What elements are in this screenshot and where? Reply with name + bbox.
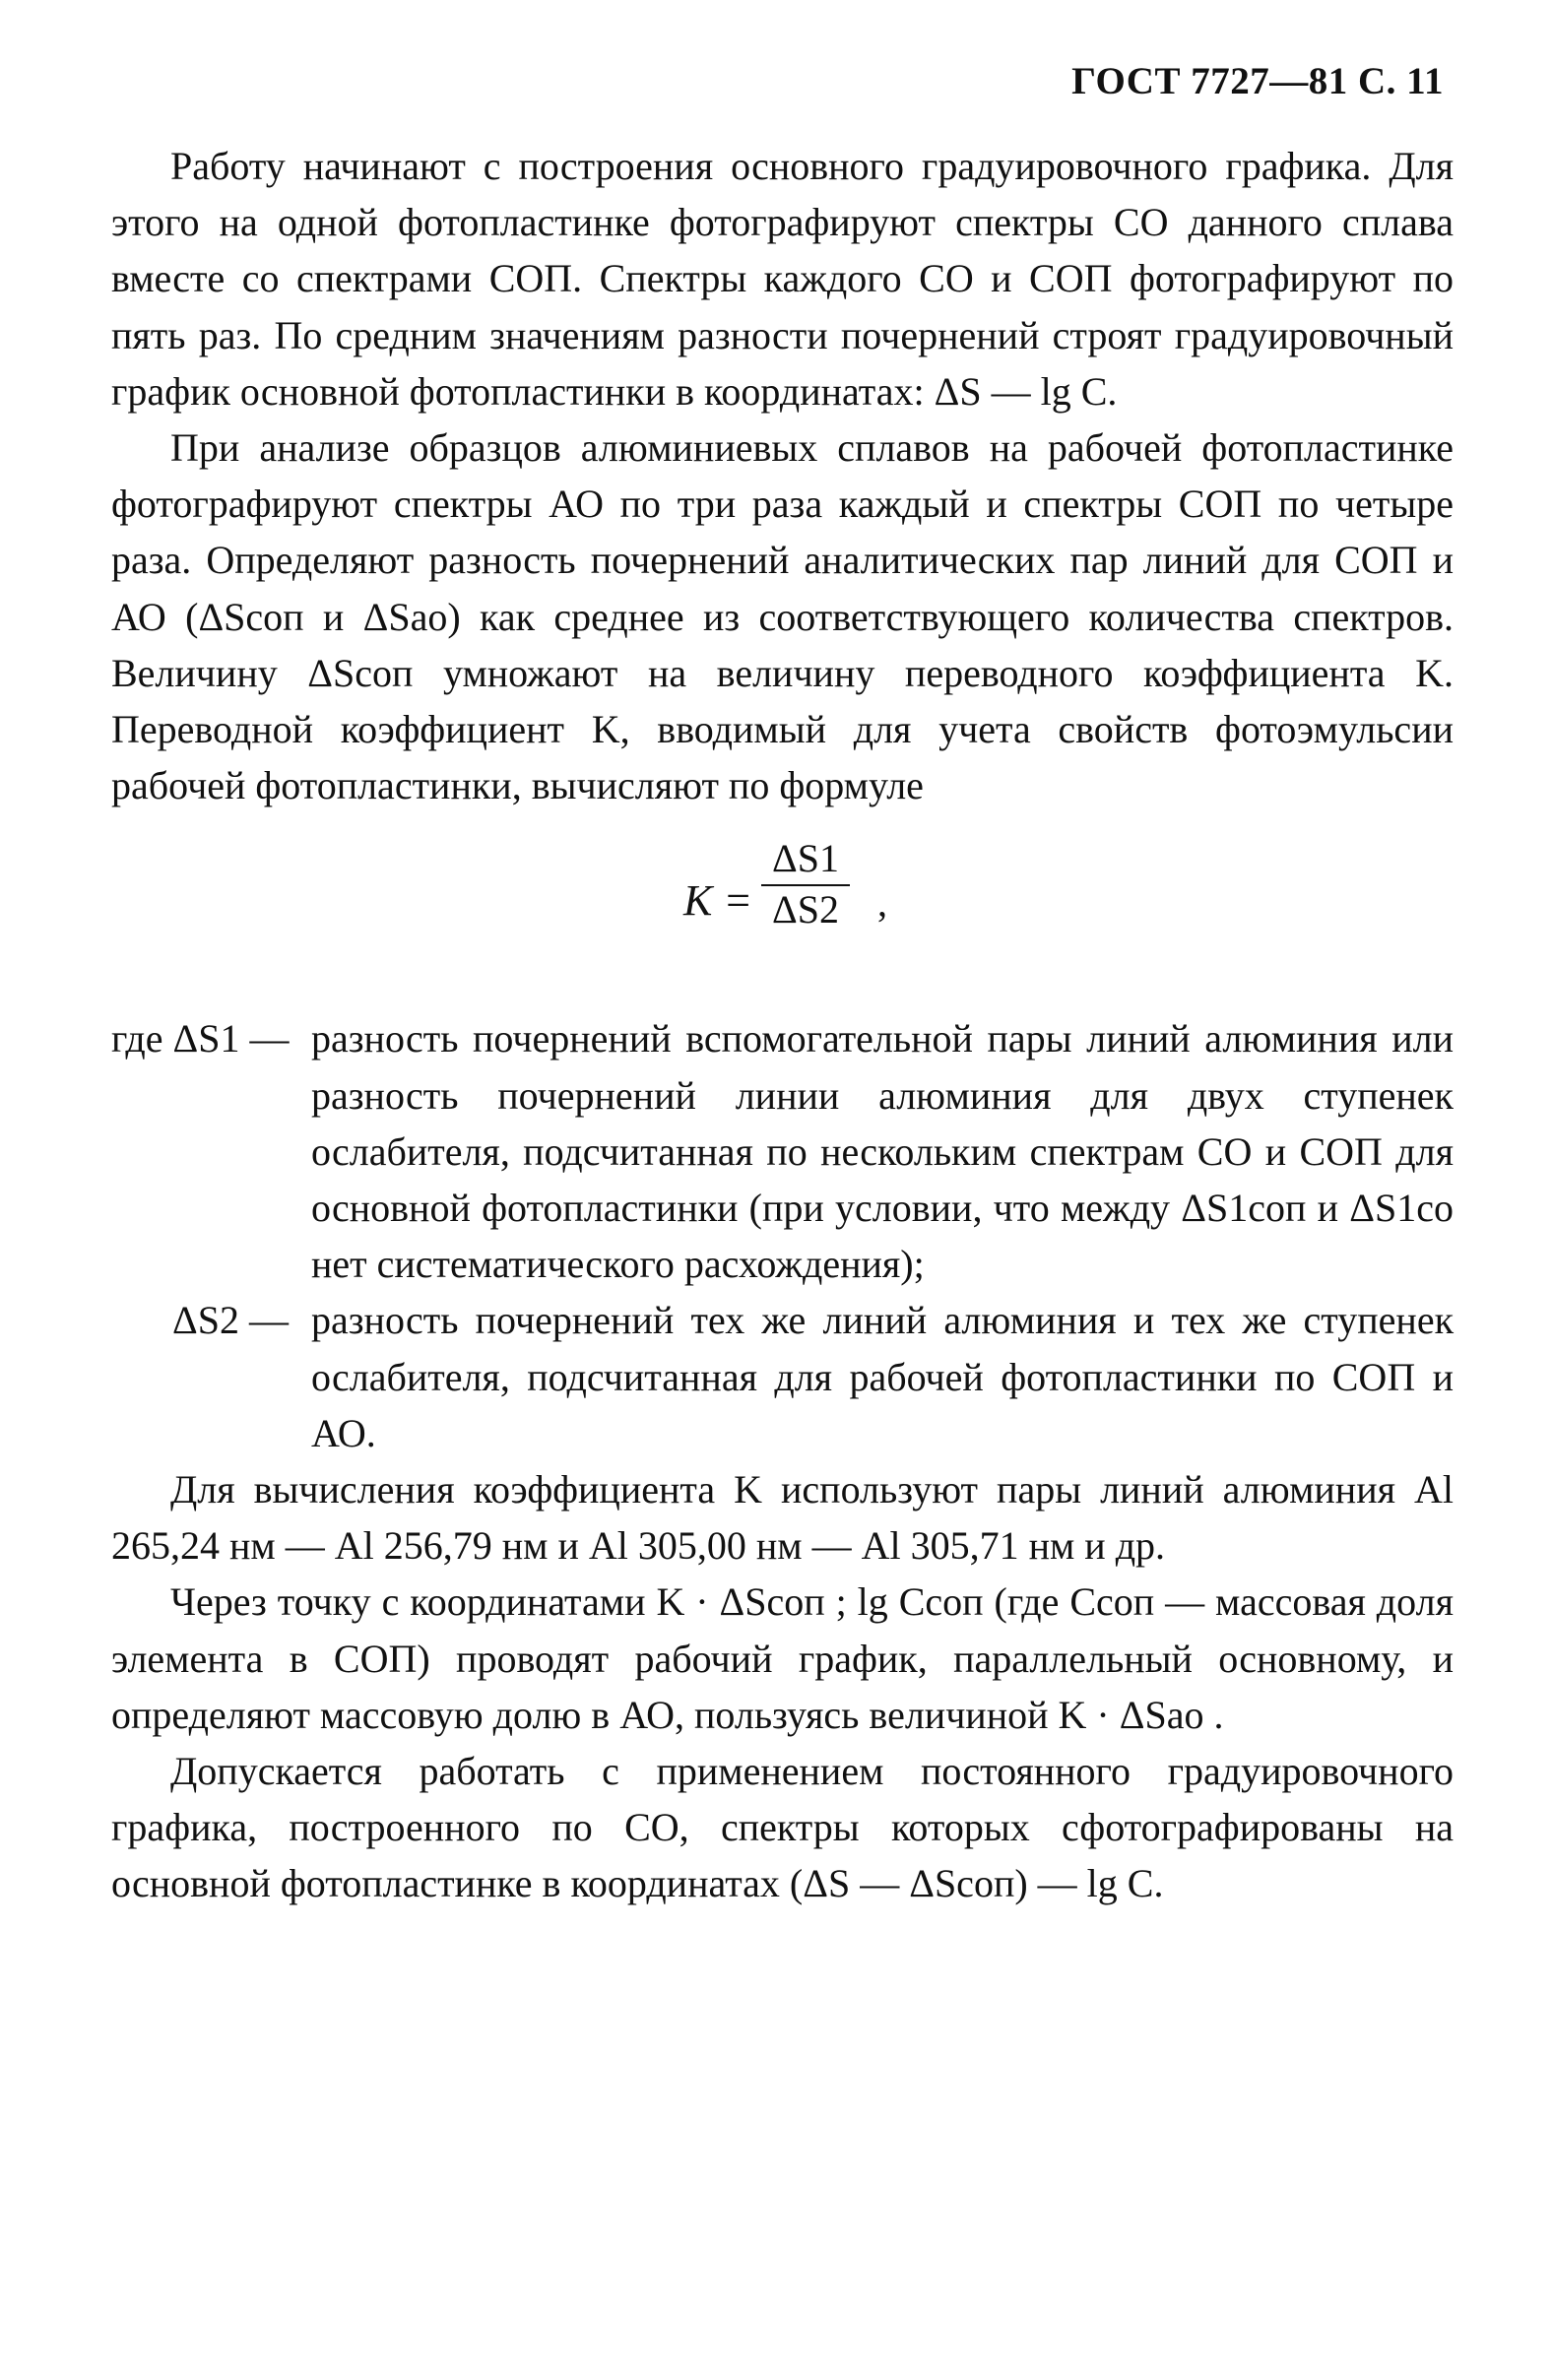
- paragraph-k-lines: Для вычисления коэффициента K используют пары линий алюминия Al 265,24 нм — Al 256,79 нм и Al 305,00 нм — Al 305,71 нм и др.: [111, 1467, 1454, 1569]
- definitions-list: [111, 1010, 1454, 1461]
- definition-term: где ΔS1 —: [111, 1016, 290, 1061]
- formula-lhs: K =: [683, 876, 753, 926]
- definition-term: ΔS2 —: [172, 1298, 289, 1343]
- formula-comma: ,: [877, 880, 887, 926]
- page-header: ГОСТ 7727—81 С. 11: [1071, 60, 1444, 102]
- definition-delta-s1: [111, 1010, 1454, 1292]
- definition-text: разность почернений тех же линий алюминия и тех же ступенек ослабителя, подсчитанная для рабочей фотопластинки по СОП и АО.: [311, 1298, 1454, 1455]
- formula-numerator: ΔS1: [761, 835, 850, 886]
- paragraph-working-graph: Через точку с координатами K · ΔSсоп ; lg Cсоп (где Cсоп — массовая доля элемента в СОП) проводят рабочий график, параллельный основному, и определяют массовую долю в АО, пользуясь величиной K · ΔSао .: [111, 1579, 1454, 1737]
- paragraph-constant-graph: Допускается работать с применением постоянного градуировочного графика, построенного по СО, спектры которых сфотографированы на основной фотопластинке в координатах (ΔS — ΔSсоп) — lg C.: [111, 1749, 1454, 1906]
- document-body: [111, 138, 1454, 1912]
- formula-denominator: ΔS2: [772, 887, 839, 933]
- definition-text: разность почернений вспомогательной пары линий алюминия или разность почернений линии алюминия для двух ступенек ослабителя, подсчитанная по нескольким спектрам СО и СОП для основной фотопластинки (при условии, что между ΔS1соп и ΔS1со нет систематического расхождения);: [311, 1016, 1454, 1287]
- formula-fraction: [761, 835, 850, 933]
- formula-k: [111, 813, 1454, 1010]
- definition-delta-s2: [111, 1292, 1454, 1461]
- paragraph-calibration-intro: Работу начинают с построения основного градуировочного графика. Для этого на одной фотопластинке фотографируют спектры СО данного сплава вместе со спектрами СОП. Спектры каждого СО и СОП фотографируют по пять раз. По средним значениям разности почернений строят градуировочный график основной фотопластинки в координатах: ΔS — lg C.: [111, 144, 1454, 414]
- paragraph-working-plate: При анализе образцов алюминиевых сплавов на рабочей фотопластинке фотографируют спектры АО по три раза каждый и спектры СОП по четыре раза. Определяют разность почернений аналитических пар линий для СОП и АО (ΔSсоп и ΔSао) как среднее из соответствующего количества спектров. Величину ΔSсоп умножают на величину переводного коэффициента K. Переводной коэффициент K, вводимый для учета свойств фотоэмульсии рабочей фотопластинки, вычисляют по формуле: [111, 425, 1454, 808]
